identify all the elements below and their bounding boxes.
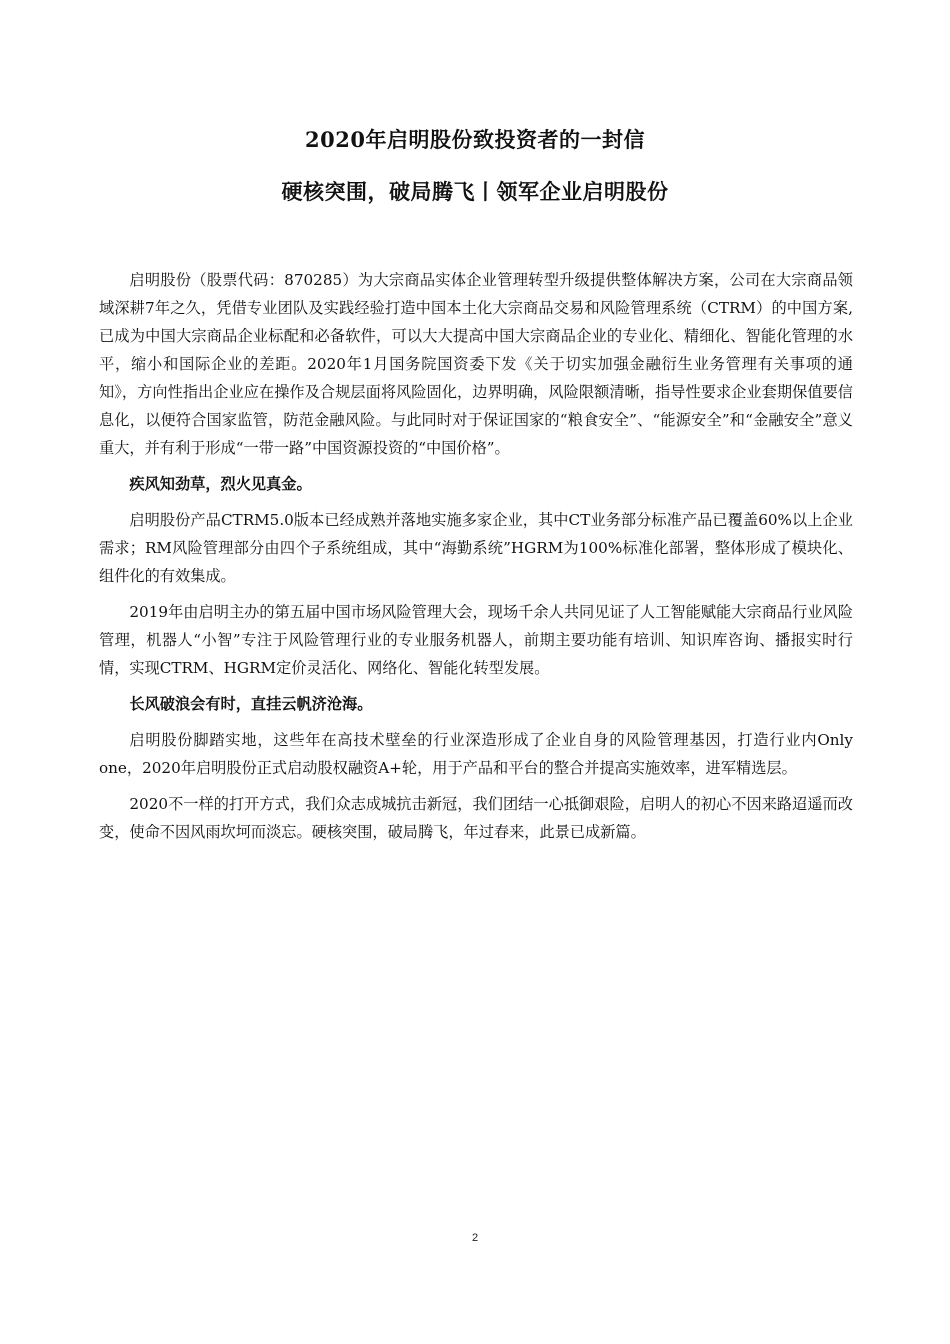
section-heading-2: 长风破浪会有时，直挂云帆济沧海。: [129, 695, 373, 713]
page-number: 2: [471, 1232, 479, 1244]
document-subtitle: 硬核突围，破局腾飞丨领军企业启明股份: [281, 179, 669, 204]
paragraph-product: 启明股份产品CTRM5.0版本已经成熟并落地实施多家企业，其中CT业务部分标准产品已覆盖60%以上企业需求；RM风险管理部分由四个子系统组成，其中“海勤系统”HGRM为100%标准化部署，整体形成了模块化、组件化的有效集成。: [99, 511, 853, 585]
document-title: 2020年启明股份致投资者的一封信: [305, 127, 645, 152]
paragraph-intro: 启明股份（股票代码：870285）为大宗商品实体企业管理转型升级提供整体解决方案，公司在大宗商品领域深耕7年之久，凭借专业团队及实践经验打造中国本土化大宗商品交易和风险管理系统（CTRM）的中国方案,已成为中国大宗商品企业标配和必备软件，可以大大提高中国大宗商品企业的专业化、精细化、智能化管理的水平，缩小和国际企业的差距。2020年1月国务院国资委下发《关于切实加强金融衍生业务管理有关事项的通知》，方向性指出企业应在操作及合规层面将风险固化，边界明确，风险限额清晰，指导性要求企业套期保值要信息化，以便符合国家监管，防范金融风险。与此同时对于保证国家的“粮食安全”、“能源安全”和“金融安全”意义重大，并有利于形成“一带一路”中国资源投资的“中国价格”。: [99, 271, 853, 457]
paragraph-conference: 2019年由启明主办的第五届中国市场风险管理大会，现场千余人共同见证了人工智能赋能大宗商品行业风险管理，机器人“小智”专注于风险管理行业的专业服务机器人，前期主要功能有培训、知识库咨询、播报实时行情，实现CTRM、HGRM定价灵活化、网络化、智能化转型发展。: [99, 603, 853, 677]
section-heading-1: 疾风知劲草，烈火见真金。: [129, 475, 312, 493]
paragraph-closing: 2020不一样的打开方式，我们众志成城抗击新冠，我们团结一心抵御艰险，启明人的初心不因来路迢遥而改变，使命不因风雨坎坷而淡忘。硬核突围，破局腾飞，年过春来，此景已成新篇。: [99, 795, 853, 841]
paragraph-financing: 启明股份脚踏实地，这些年在高技术壁垒的行业深造形成了企业自身的风险管理基因，打造行业内Only one，2020年启明股份正式启动股权融资A+轮，用于产品和平台的整合并提高实施效率，进军精选层。: [99, 731, 853, 777]
document-body: [99, 266, 853, 854]
